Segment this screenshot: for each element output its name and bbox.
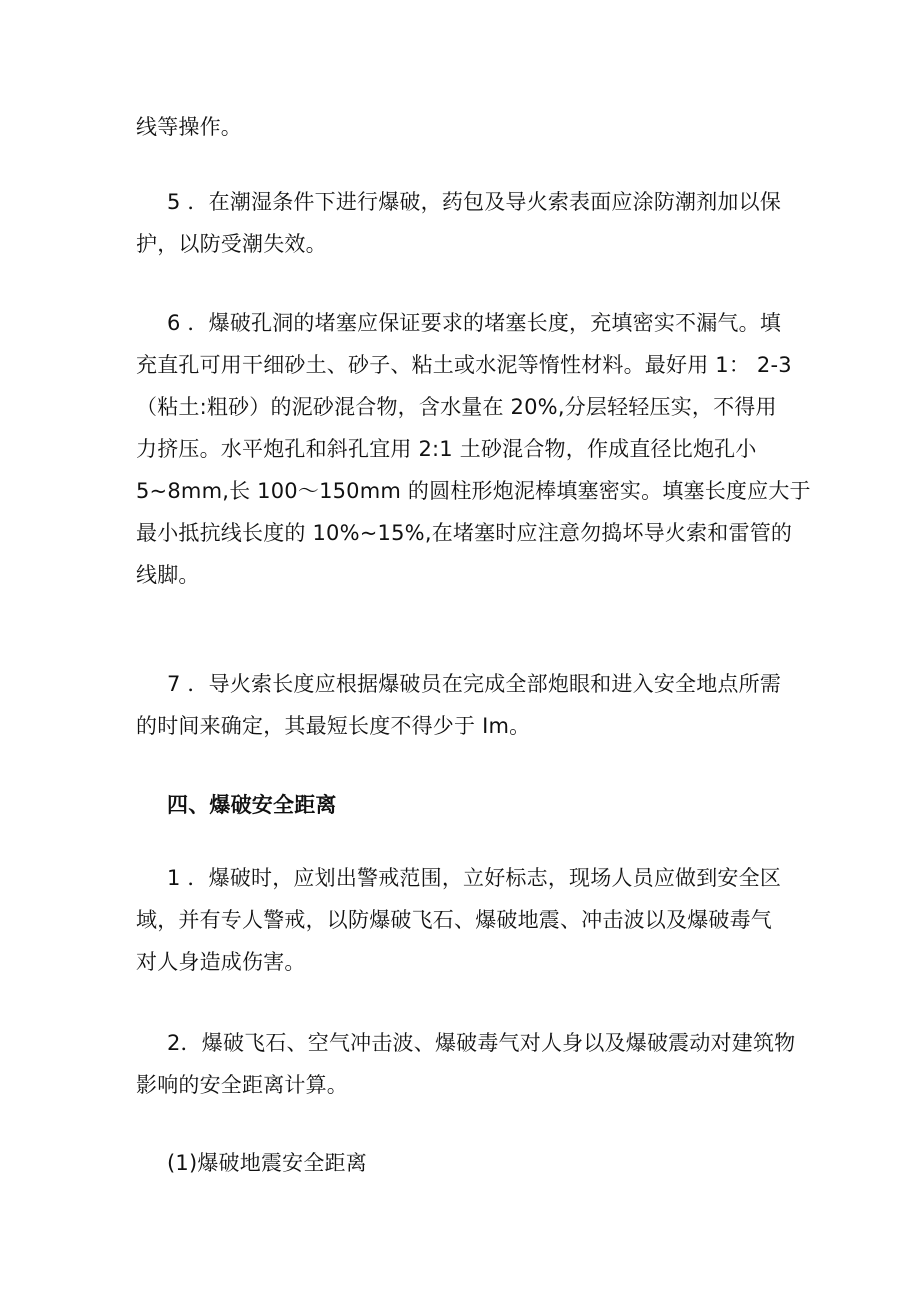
heading-text: 四、爆破安全距离 <box>167 793 337 817</box>
paragraph-safety-2 <box>136 1022 796 1106</box>
text-line: 2．爆破飞石、空气冲击波、爆破毒气对人身以及爆破震动对建筑物 <box>167 1031 796 1055</box>
text-line: 充直孔可用干细砂土、砂子、粘土或水泥等惰性材料。最好用 1： 2-3 <box>136 353 792 377</box>
text-line: 7 ．导火索长度应根据爆破员在完成全部炮眼和进入安全地点所需 <box>167 672 782 696</box>
paragraph-item-5 <box>136 181 796 265</box>
section-heading <box>136 784 796 826</box>
text-line: 5~8mm,长 100～150mm 的圆柱形炮泥棒填塞密实。填塞长度应大于 <box>136 479 811 503</box>
paragraph-subitem-1 <box>136 1142 796 1184</box>
text-line: 6 ．爆破孔洞的堵塞应保证要求的堵塞长度，充填密实不漏气。填 <box>167 311 782 335</box>
text-line: 护，以防受潮失效。 <box>136 232 327 256</box>
paragraph-item-7 <box>136 663 796 747</box>
text-line: 的时间来确定，其最短长度不得少于 Im。 <box>136 714 531 738</box>
text-line: 力挤压。水平炮孔和斜孔宜用 2:1 土砂混合物，作成直径比炮孔小 <box>136 437 757 461</box>
text-line: 对人身造成伤害。 <box>136 950 306 974</box>
text-line: 域，并有专人警戒，以防爆破飞石、爆破地震、冲击波以及爆破毒气 <box>136 908 772 932</box>
paragraph-item-6 <box>136 302 811 596</box>
paragraph-safety-1 <box>136 857 796 983</box>
text-line: 1 ．爆破时，应划出警戒范围，立好标志，现场人员应做到安全区 <box>167 866 782 890</box>
text-line: 线脚。 <box>136 563 200 587</box>
text-line: 最小抵抗线长度的 10%~15%,在堵塞时应注意勿捣坏导火索和雷管的 <box>136 521 793 545</box>
text-line: 5 ．在潮湿条件下进行爆破，药包及导火索表面应涂防潮剂加以保 <box>167 190 782 214</box>
paragraph-continuation <box>136 106 796 148</box>
text-line: (1)爆破地震安全距离 <box>167 1151 367 1175</box>
text-line: （粘土:粗砂）的泥砂混合物，含水量在 20%,分层轻轻压实，不得用 <box>136 395 777 419</box>
text-line: 线等操作。 <box>136 115 242 139</box>
text-line: 影响的安全距离计算。 <box>136 1073 348 1097</box>
